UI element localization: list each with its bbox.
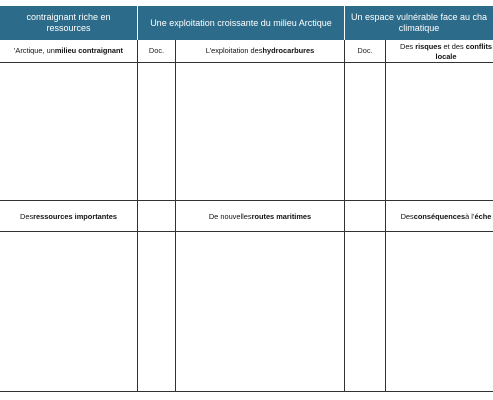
header-section-1	[0, 6, 137, 40]
row-divider	[0, 62, 493, 63]
row2-col1-label: Des ressources importantes	[20, 212, 117, 221]
header-section-1-title: contraignant riche en ressources	[26, 12, 111, 33]
row1-doc2-label: Doc.	[357, 46, 373, 55]
row2-col3-label: Des conséquences à l’ éche	[400, 212, 492, 221]
row1-col3-label: Des risques et des conflits locale	[399, 42, 493, 61]
row-divider	[0, 391, 493, 392]
header-section-3-title: Un espace vulnérable face au cha climatique	[350, 12, 488, 33]
column-divider	[137, 40, 138, 392]
row2-col2-label: De nouvelles routes maritimes	[208, 212, 312, 221]
row1-col2-label: L’exploitation des hydrocarbures	[205, 46, 315, 55]
column-divider	[344, 40, 345, 392]
row-divider	[0, 200, 493, 201]
row1-col1-label: 'Arctique, un milieu contraignant	[13, 46, 124, 55]
header-section-2	[138, 6, 344, 40]
row1-doc1-label: Doc.	[148, 46, 165, 55]
header-section-3	[345, 6, 493, 40]
header-section-2-title: Une exploitation croissante du milieu Arctique	[150, 17, 332, 28]
row-divider	[0, 231, 493, 232]
